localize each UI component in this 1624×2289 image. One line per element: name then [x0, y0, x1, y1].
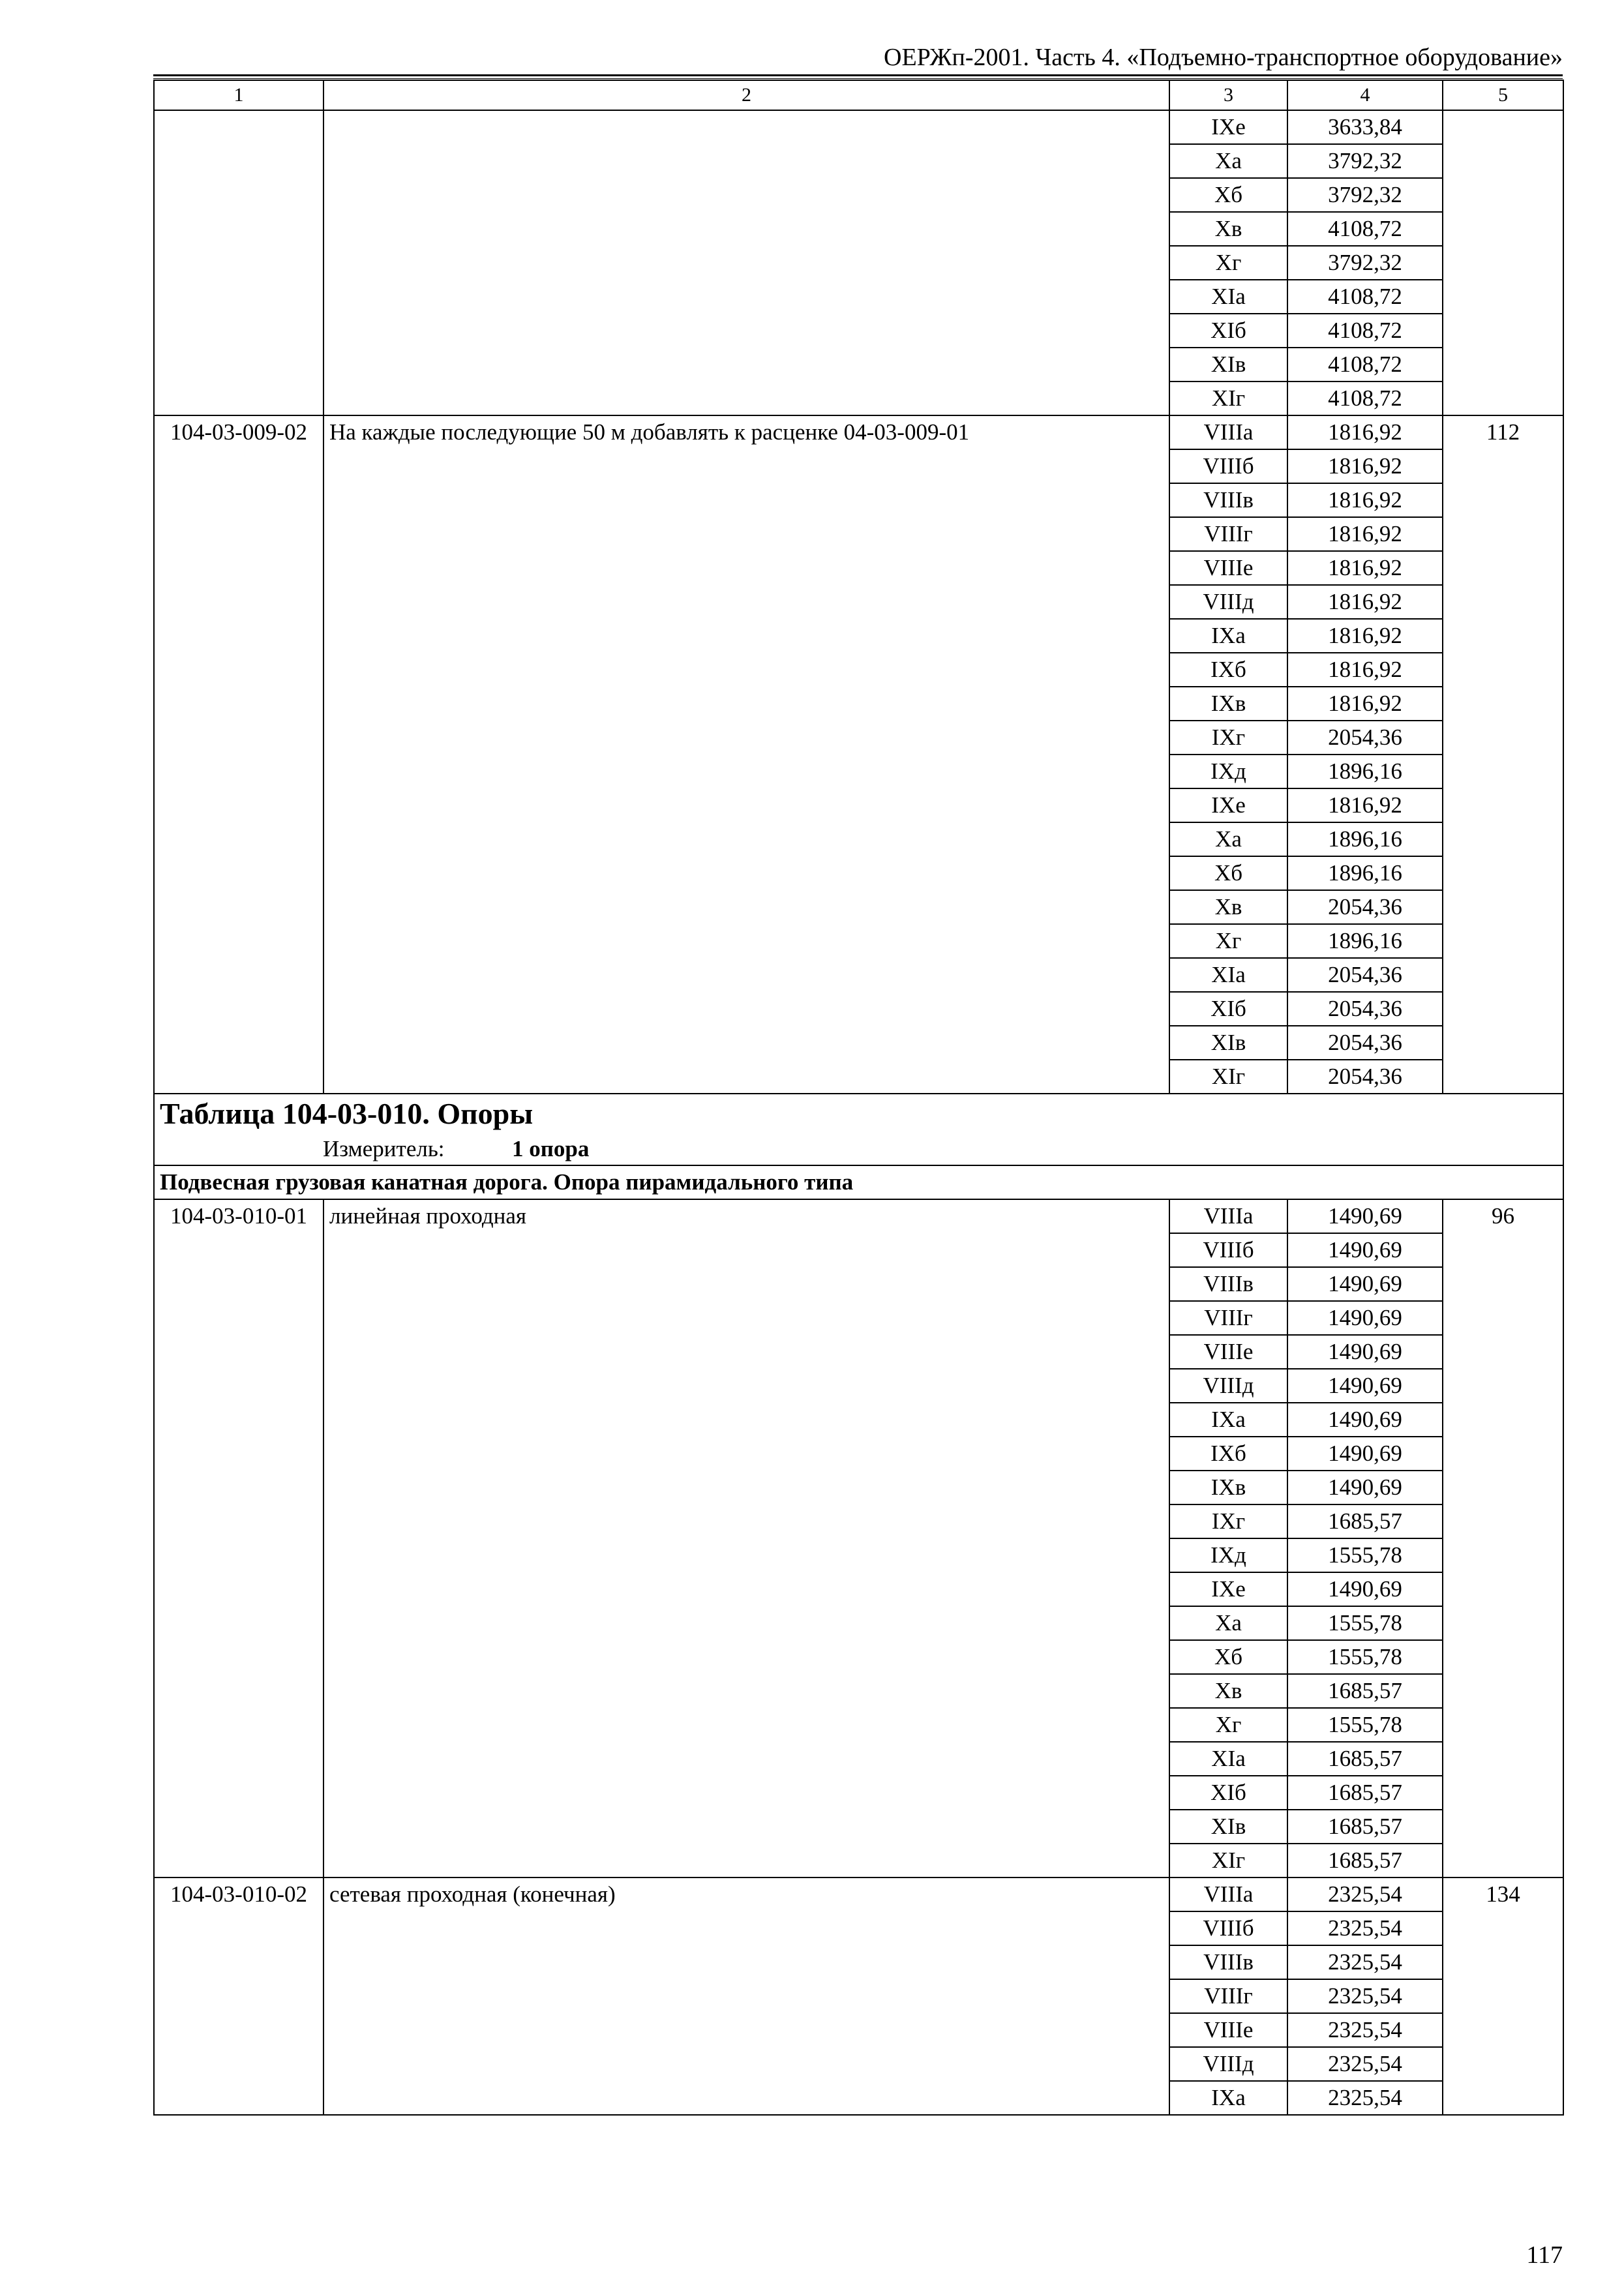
zone-cell: XIв: [1169, 1026, 1287, 1060]
zone-cell: VIIIд: [1169, 585, 1287, 619]
price-cell: 1490,69: [1287, 1267, 1443, 1301]
zone-cell: Xв: [1169, 890, 1287, 924]
table-row: [154, 1199, 1563, 1233]
price-cell: 3633,84: [1287, 110, 1443, 144]
price-cell: 1685,57: [1287, 1504, 1443, 1538]
table-heading-row: [154, 1094, 1563, 1165]
price-cell: 1490,69: [1287, 1403, 1443, 1437]
measure-line: [160, 1133, 1557, 1165]
zone-cell: VIIIб: [1169, 449, 1287, 483]
price-cell: 1816,92: [1287, 449, 1443, 483]
running-header: ОЕРЖп-2001. Часть 4. «Подъемно-транспортное оборудование»: [884, 44, 1563, 71]
zone-cell: XIб: [1169, 314, 1287, 348]
col5-cell: 96: [1443, 1199, 1563, 1878]
price-cell: 4108,72: [1287, 382, 1443, 415]
column-number: 5: [1443, 80, 1563, 110]
zone-cell: XIб: [1169, 1776, 1287, 1810]
price-cell: 2325,54: [1287, 1945, 1443, 1979]
price-cell: 4108,72: [1287, 212, 1443, 246]
rate-description: линейная проходная: [323, 1199, 1169, 1878]
zone-cell: VIIIе: [1169, 2013, 1287, 2047]
price-cell: 2325,54: [1287, 2047, 1443, 2081]
price-cell: 1490,69: [1287, 1437, 1443, 1471]
zone-cell: VIIIв: [1169, 483, 1287, 517]
price-cell: 3792,32: [1287, 178, 1443, 212]
zone-cell: XIб: [1169, 992, 1287, 1026]
price-cell: 1896,16: [1287, 755, 1443, 788]
column-number: 4: [1287, 80, 1443, 110]
zone-cell: Xа: [1169, 822, 1287, 856]
zone-cell: VIIIв: [1169, 1945, 1287, 1979]
zone-cell: VIIIд: [1169, 2047, 1287, 2081]
price-cell: 2054,36: [1287, 992, 1443, 1026]
col5-cell: 112: [1443, 415, 1563, 1094]
zone-cell: IXб: [1169, 1437, 1287, 1471]
price-cell: 1816,92: [1287, 687, 1443, 721]
rate-description: [323, 110, 1169, 415]
rates-table-body: [154, 80, 1563, 2115]
price-cell: 1816,92: [1287, 788, 1443, 822]
table-row: [154, 415, 1563, 449]
price-cell: 1685,57: [1287, 1742, 1443, 1776]
column-number-row: [154, 80, 1563, 110]
zone-cell: VIIIд: [1169, 1369, 1287, 1403]
price-cell: 1816,92: [1287, 585, 1443, 619]
zone-cell: Xг: [1169, 924, 1287, 958]
zone-cell: VIIIа: [1169, 1199, 1287, 1233]
rate-code: 104-03-010-02: [154, 1878, 323, 2115]
price-cell: 1896,16: [1287, 924, 1443, 958]
price-cell: 1555,78: [1287, 1640, 1443, 1674]
price-cell: 1490,69: [1287, 1233, 1443, 1267]
price-cell: 1685,57: [1287, 1844, 1443, 1878]
zone-cell: XIг: [1169, 382, 1287, 415]
rates-table: [153, 80, 1564, 2116]
zone-cell: IXв: [1169, 687, 1287, 721]
zone-cell: IXд: [1169, 755, 1287, 788]
header-rule: [153, 74, 1563, 76]
zone-cell: Xг: [1169, 246, 1287, 280]
column-number: 3: [1169, 80, 1287, 110]
zone-cell: IXа: [1169, 1403, 1287, 1437]
price-cell: 1816,92: [1287, 619, 1443, 653]
price-cell: 4108,72: [1287, 314, 1443, 348]
column-number: 2: [323, 80, 1169, 110]
column-number: 1: [154, 80, 323, 110]
price-cell: 1555,78: [1287, 1708, 1443, 1742]
price-cell: 1816,92: [1287, 653, 1443, 687]
zone-cell: IXг: [1169, 1504, 1287, 1538]
price-cell: 1896,16: [1287, 856, 1443, 890]
price-cell: 1816,92: [1287, 551, 1443, 585]
zone-cell: VIIIв: [1169, 1267, 1287, 1301]
zone-cell: XIа: [1169, 280, 1287, 314]
price-cell: 1896,16: [1287, 822, 1443, 856]
price-cell: 4108,72: [1287, 280, 1443, 314]
zone-cell: Xа: [1169, 1606, 1287, 1640]
price-cell: 1685,57: [1287, 1810, 1443, 1844]
header-rule-thin: [153, 78, 1563, 79]
zone-cell: Xг: [1169, 1708, 1287, 1742]
zone-cell: XIг: [1169, 1844, 1287, 1878]
page-number: 117: [1526, 2241, 1563, 2269]
zone-cell: IXе: [1169, 110, 1287, 144]
price-cell: 2325,54: [1287, 2081, 1443, 2115]
zone-cell: Xв: [1169, 1674, 1287, 1708]
price-cell: 1685,57: [1287, 1674, 1443, 1708]
price-cell: 2054,36: [1287, 721, 1443, 755]
price-cell: 2054,36: [1287, 958, 1443, 992]
measure-label: Измеритель:: [323, 1136, 445, 1161]
rate-description: На каждые последующие 50 м добавлять к расценке 04-03-009-01: [323, 415, 1169, 1094]
price-cell: 1555,78: [1287, 1538, 1443, 1572]
zone-cell: IXд: [1169, 1538, 1287, 1572]
zone-cell: XIа: [1169, 1742, 1287, 1776]
price-cell: 3792,32: [1287, 246, 1443, 280]
price-cell: 2054,36: [1287, 890, 1443, 924]
price-cell: 1816,92: [1287, 483, 1443, 517]
zone-cell: Xб: [1169, 1640, 1287, 1674]
zone-cell: Xв: [1169, 212, 1287, 246]
zone-cell: Xб: [1169, 178, 1287, 212]
zone-cell: VIIIг: [1169, 517, 1287, 551]
zone-cell: IXг: [1169, 721, 1287, 755]
table-title: Таблица 104-03-010. Опоры: [160, 1097, 534, 1130]
price-cell: 2325,54: [1287, 1979, 1443, 2013]
zone-cell: VIIIе: [1169, 1335, 1287, 1369]
price-cell: 1490,69: [1287, 1572, 1443, 1606]
zone-cell: VIIIб: [1169, 1233, 1287, 1267]
zone-cell: Xб: [1169, 856, 1287, 890]
measure-value: 1 опора: [512, 1136, 590, 1161]
zone-cell: VIIIа: [1169, 415, 1287, 449]
price-cell: 2325,54: [1287, 1878, 1443, 1911]
price-cell: 1490,69: [1287, 1301, 1443, 1335]
price-cell: 1490,69: [1287, 1199, 1443, 1233]
section-title: Подвесная грузовая канатная дорога. Опора пирамидального типа: [154, 1165, 1563, 1199]
zone-cell: XIг: [1169, 1060, 1287, 1094]
zone-cell: Xа: [1169, 144, 1287, 178]
zone-cell: IXб: [1169, 653, 1287, 687]
rate-code: [154, 110, 323, 415]
table-row: [154, 1878, 1563, 1911]
price-cell: 2325,54: [1287, 2013, 1443, 2047]
zone-cell: VIIIб: [1169, 1911, 1287, 1945]
zone-cell: VIIIг: [1169, 1979, 1287, 2013]
table-heading: [154, 1094, 1563, 1165]
rate-description: сетевая проходная (конечная): [323, 1878, 1169, 2115]
price-cell: 1816,92: [1287, 415, 1443, 449]
price-cell: 2054,36: [1287, 1026, 1443, 1060]
zone-cell: XIв: [1169, 1810, 1287, 1844]
zone-cell: IXе: [1169, 788, 1287, 822]
price-cell: 2325,54: [1287, 1911, 1443, 1945]
zone-cell: IXв: [1169, 1471, 1287, 1504]
zone-cell: XIа: [1169, 958, 1287, 992]
table-row: [154, 110, 1563, 144]
zone-cell: XIв: [1169, 348, 1287, 382]
zone-cell: IXе: [1169, 1572, 1287, 1606]
zone-cell: IXа: [1169, 2081, 1287, 2115]
zone-cell: VIIIе: [1169, 551, 1287, 585]
zone-cell: IXа: [1169, 619, 1287, 653]
zone-cell: VIIIа: [1169, 1878, 1287, 1911]
rate-code: 104-03-009-02: [154, 415, 323, 1094]
section-row: [154, 1165, 1563, 1199]
col5-cell: 134: [1443, 1878, 1563, 2115]
price-cell: 3792,32: [1287, 144, 1443, 178]
price-cell: 1490,69: [1287, 1471, 1443, 1504]
price-cell: 1490,69: [1287, 1369, 1443, 1403]
zone-cell: VIIIг: [1169, 1301, 1287, 1335]
rate-code: 104-03-010-01: [154, 1199, 323, 1878]
price-cell: 4108,72: [1287, 348, 1443, 382]
price-cell: 1490,69: [1287, 1335, 1443, 1369]
price-cell: 1816,92: [1287, 517, 1443, 551]
price-cell: 1685,57: [1287, 1776, 1443, 1810]
col5-cell: [1443, 110, 1563, 415]
price-cell: 1555,78: [1287, 1606, 1443, 1640]
price-cell: 2054,36: [1287, 1060, 1443, 1094]
